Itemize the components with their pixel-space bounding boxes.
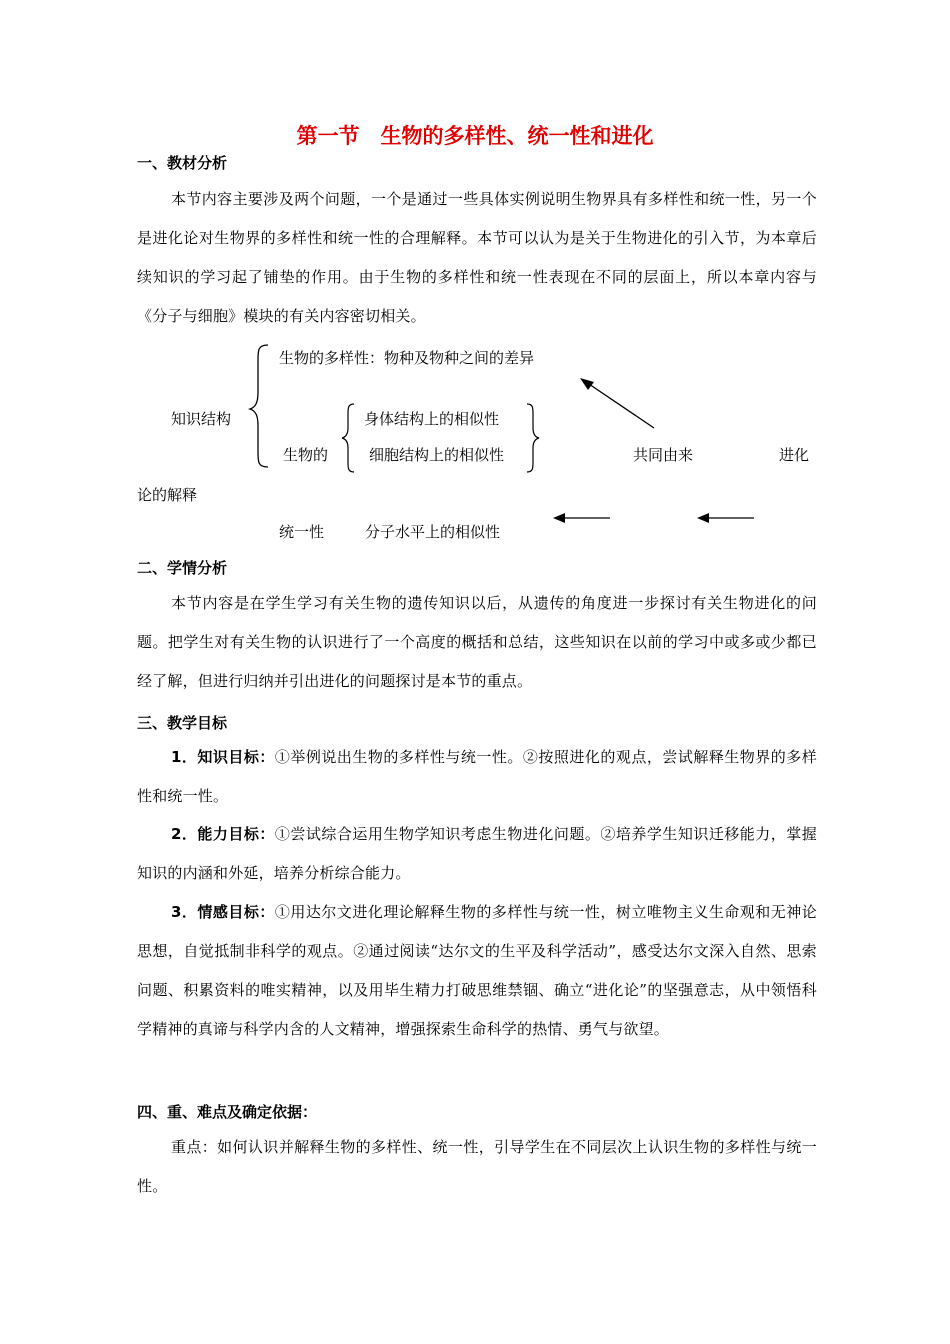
small-left-brace-icon [342, 404, 354, 472]
diagram-molecular-similarity: 分子水平上的相似性 [365, 523, 501, 541]
diagonal-arrow-line [586, 382, 654, 428]
goal-emotion [137, 893, 817, 1049]
goal-ability-text: ①尝试综合运用生物学知识考虑生物进化问题。②培养学生知识迁移能力，掌握知识的内涵和外延，培养分析综合能力。 [137, 825, 817, 882]
diagram-unity-prefix: 生物的 [283, 446, 329, 464]
diagonal-arrow-head-icon [580, 378, 594, 390]
paragraph-learner-analysis: 本节内容是在学生学习有关生物的遗传知识以后，从遗传的角度进一步探讨有关生物进化的问题。把学生对有关生物的认识进行了一个高度的概括和总结，这些知识在以前的学习中或多或少都已经了解，但进行归纳并引出进化的问题探讨是本节的重点。 [137, 594, 817, 690]
paragraph-textbook-analysis: 本节内容主要涉及两个问题，一个是通过一些具体实例说明生物界具有多样性和统一性，另一个是进化论对生物界的多样性和统一性的合理解释。本节可以认为是关于生物进化的引入节，为本章后续知识的学习起了铺垫的作用。由于生物的多样性和统一性表现在不同的层面上，所以本章内容与《分子与细胞》模块的有关内容密切相关。 [137, 190, 817, 325]
goal-ability [137, 815, 817, 893]
diagram-label: 知识结构 [171, 410, 232, 428]
small-right-brace-icon [527, 404, 539, 472]
goal-knowledge-text: ①举例说出生物的多样性与统一性。②按照进化的观点，尝试解释生物界的多样性和统一性。 [137, 748, 817, 805]
large-brace-icon [250, 345, 268, 467]
diagram-body-similarity: 身体结构上的相似性 [364, 410, 500, 428]
section-heading-teaching-goals: 三、教学目标 [137, 714, 228, 732]
diagram-evolution-part2: 论的解释 [137, 486, 198, 504]
left-arrow-head-icon-1 [553, 513, 565, 523]
left-arrow-head-icon-2 [697, 513, 709, 523]
paragraph-key-points: 重点：如何认识并解释生物的多样性、统一性，引导学生在不同层次上认识生物的多样性与统一性。 [137, 1138, 817, 1195]
section-heading-key-points: 四、重、难点及确定依据： [137, 1103, 318, 1121]
page-title: 第一节 生物的多样性、统一性和进化 [296, 124, 654, 148]
goal-ability-label: 2．能力目标： [171, 825, 275, 843]
section-heading-learner-analysis: 二、学情分析 [137, 559, 228, 577]
diagram-common-origin: 共同由来 [633, 446, 694, 464]
goal-knowledge-label: 1．知识目标： [171, 748, 275, 766]
section-heading-textbook-analysis: 一、教材分析 [137, 154, 228, 172]
goal-knowledge [137, 738, 817, 816]
diagram-diversity: 生物的多样性：物种及物种之间的差异 [279, 349, 535, 367]
goal-emotion-label: 3．情感目标： [171, 903, 275, 921]
goal-emotion-text: ①用达尔文进化理论解释生物的多样性与统一性，树立唯物主义生命观和无神论思想，自觉抵制非科学的观点。②通过阅读“达尔文的生平及科学活动”，感受达尔文深入自然、思索问题、积累资料的唯实精神，以及用毕生精力打破思维禁锢、确立“进化论”的坚强意志，从中领悟科学精神的真谛与科学内含的人文精神，增强探索生命科学的热情、勇气与欲望。 [137, 903, 817, 1038]
diagram-cell-similarity: 细胞结构上的相似性 [369, 446, 505, 464]
knowledge-structure-diagram [0, 0, 950, 600]
diagram-evolution-part1: 进化 [779, 446, 810, 464]
diagram-unity: 统一性 [279, 523, 325, 541]
